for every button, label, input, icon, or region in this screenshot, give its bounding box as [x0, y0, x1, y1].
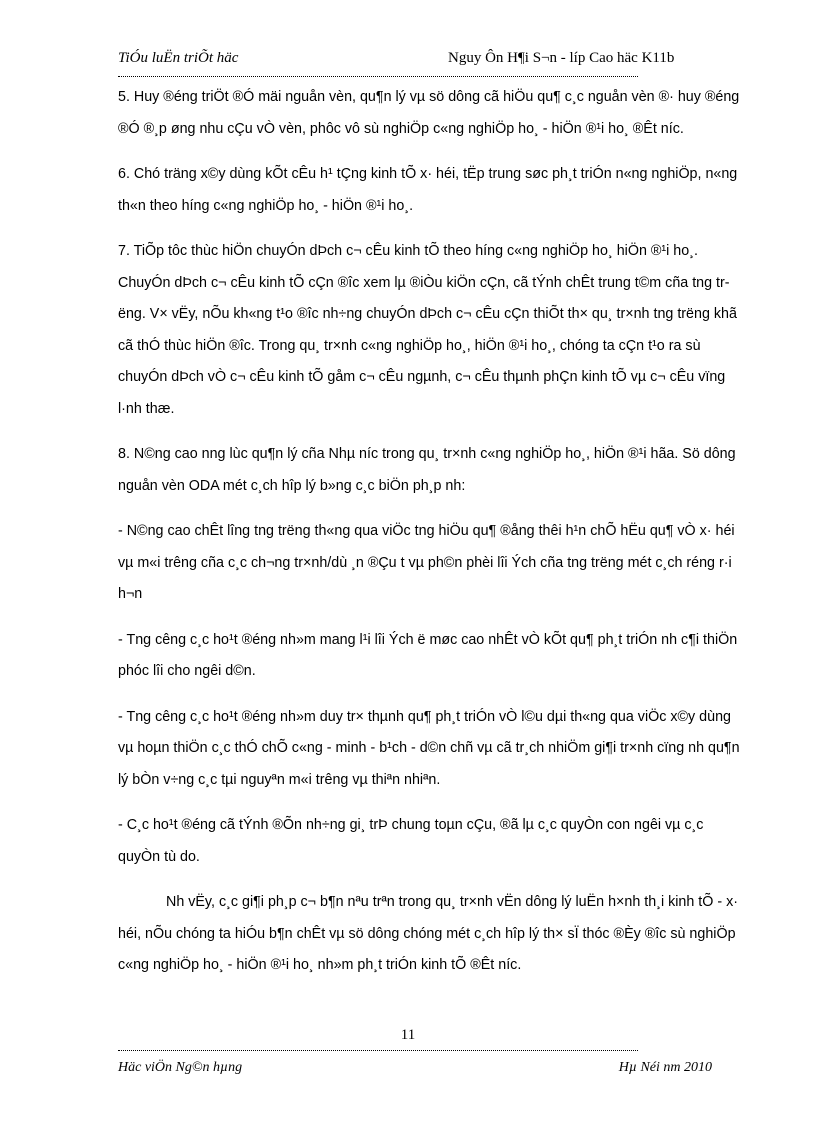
footer-place-year: Hµ Néi nm 2010: [618, 1060, 712, 1075]
bullet-item: - Tng cêng c¸c ho¹t ®éng nh»m duy tr× thµnh qu¶ ph¸t triÓn vÒ l©u dµi th«ng qua viÖc x©y dùng vµ hoµn thiÖn c¸c thÓ chÕ c«ng - minh - b¹ch - d©n chñ vµ cã tr¸ch nhiÖm gi¶i tr×nh cïng nh qu¶n lý bÒn v÷ng c¸c tµi nguyªn m«i trêng vµ thiªn nhiªn.: [118, 708, 740, 788]
page-body: [118, 82, 740, 996]
page-number: 11: [400, 1027, 416, 1043]
closing-paragraph: Nh vËy, c¸c gi¶i ph¸p c¬ b¶n nªu trªn trong qu¸ tr×nh vËn dông lý luËn h×nh th¸i kinh tÕ - x· héi, nÕu chóng ta hiÓu b¶n chÊt vµ sö dông chóng mét c¸ch hîp lý th× sÏ thóc ®Èy ®îc sù nghiÖp c«ng nghiÖp ho¸ - hiÖn ®¹i ho¸ nh»m ph¸t triÓn kinh tÕ ®Êt níc.: [118, 894, 739, 973]
page-header: [118, 50, 718, 70]
paragraph-8: 8. N©ng cao nng lùc qu¶n lý cña Nhµ níc trong qu¸ tr×nh c«ng nghiÖp ho¸, hiÖn ®¹i hãa. Sö dông nguån vèn ODA mét c¸ch hîp lý b»ng c¸c biÖn ph¸p nh:: [118, 446, 736, 494]
footer-institution: Häc viÖn Ng©n hµng: [118, 1060, 243, 1075]
bullet-item: - Tng cêng c¸c ho¹t ®éng nh»m mang l¹i lîi Ých ë møc cao nhÊt vÒ kÕt qu¶ ph¸t triÓn nh c¶i thiÖn phóc lîi cho ngêi d©n.: [118, 631, 738, 679]
paragraph-6: 6. Chó träng x©y dùng kÕt cÊu h¹ tÇng kinh tÕ x· héi, tËp trung søc ph¸t triÓn n«ng nghiÖp, n«ng th«n theo híng c«ng nghiÖp ho¸ - hiÖn ®¹i ho¸.: [118, 166, 738, 214]
header-title: TiÓu luËn triÕt häc: [118, 50, 239, 66]
page-footer: [118, 1060, 718, 1080]
paragraph-7: 7. TiÕp tôc thùc hiÖn chuyÓn dÞch c¬ cÊu kinh tÕ theo híng c«ng nghiÖp ho¸ hiÖn ®¹i ho¸. ChuyÓn dÞch c¬ cÊu kinh tÕ cÇn ®îc xem lµ ®iÒu kiÖn cÇn, cã tÝnh chÊt trung t©m cña tng trëng. V× vËy, nÕu kh«ng t¹o ®îc nh÷ng chuyÓn dÞch c¬ cÊu cÇn thiÕt th× qu¸ tr×nh tng trëng khã cã thÓ thùc hiÖn ®îc. Trong qu¸ tr×nh c«ng nghiÖp ho¸, hiÖn ®¹i ho¸, chóng ta cÇn t¹o ra sù chuyÓn dÞch vÒ c¬ cÊu kinh tÕ gåm c¬ cÊu ngµnh, c¬ cÊu thµnh phÇn kinh tÕ vµ c¬ cÊu vïng l·nh thæ.: [118, 243, 737, 417]
header-author: Nguy Ôn H¶i S¬n - líp Cao häc K11b: [448, 50, 675, 66]
footer-divider: [118, 1050, 638, 1051]
paragraph-5: 5. Huy ®éng triÖt ®Ó mäi nguån vèn, qu¶n lý vµ sö dông cã hiÖu qu¶ c¸c nguån vèn ®· huy ®éng ®Ó ®¸p øng nhu cÇu vÒ vèn, phôc vô sù nghiÖp c«ng nghiÖp ho¸ - hiÖn ®¹i ho¸ ®Êt níc.: [118, 89, 740, 137]
header-divider: [118, 76, 638, 77]
bullet-item: - C¸c ho¹t ®éng cã tÝnh ®Õn nh÷ng gi¸ trÞ chung toµn cÇu, ®ã lµ c¸c quyÒn con ngêi vµ c¸c quyÒn tù do.: [118, 817, 704, 865]
bullet-item: - N©ng cao chÊt lîng tng trëng th«ng qua viÖc tng hiÖu qu¶ ®ång thêi h¹n chÕ hËu qu¶ vÒ x· héi vµ m«i trêng cña c¸c ch¬ng tr×nh/dù ¸n ®Çu t vµ ph©n phèi lîi Ých cña tng trëng mét c¸ch réng r·i h¬n: [118, 523, 735, 602]
